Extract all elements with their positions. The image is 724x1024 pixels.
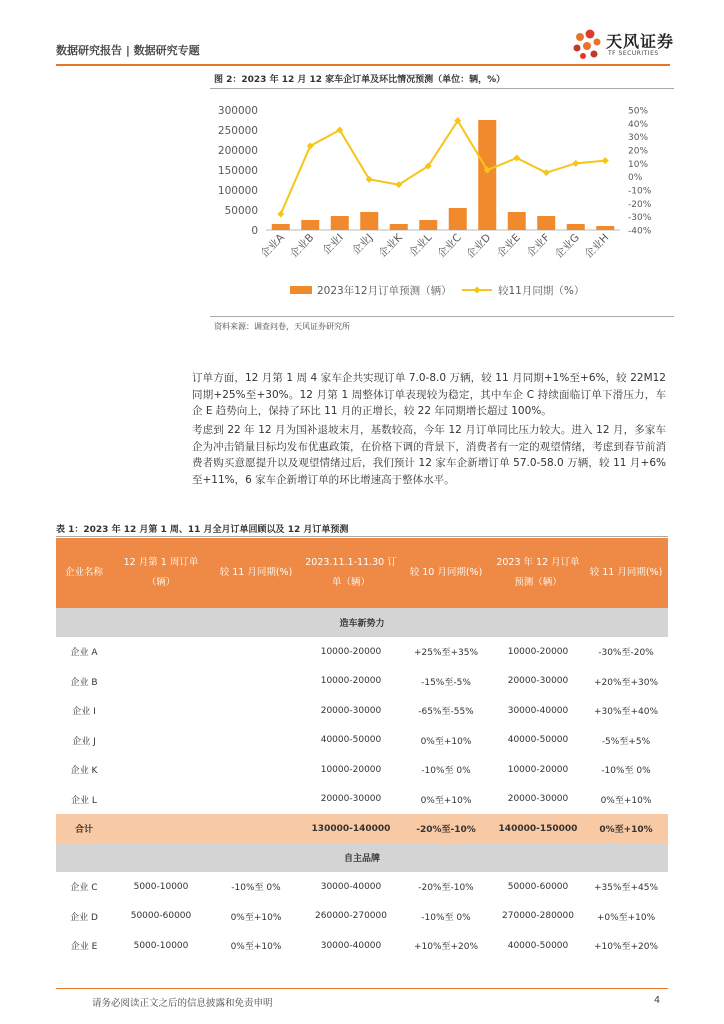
yoy-point-12 (602, 157, 609, 164)
table-cell: 5000-10000 (133, 881, 189, 892)
table-row (56, 667, 668, 697)
table-cell: 企业 D (70, 912, 98, 923)
table-cell (112, 785, 210, 815)
table-total-row (56, 814, 668, 843)
bar-4 (360, 212, 378, 230)
table-row (56, 755, 668, 785)
logo-name: 天风证券 (606, 32, 675, 51)
table-cell (210, 726, 302, 756)
table-cell (112, 667, 210, 697)
x-category-label: 企业G (552, 231, 582, 261)
bar-7 (449, 208, 467, 230)
table-cell: -10%至 0% (601, 766, 651, 777)
table-cell (112, 726, 210, 756)
table-cell: -5%至+5% (601, 736, 651, 747)
bar-10 (537, 216, 555, 230)
table-cell: 260000-270000 (315, 911, 387, 922)
table-header-cell: 2023.11.1-11.30 订单（辆） (302, 538, 400, 608)
y-left-tick-label: 250000 (217, 125, 258, 137)
yoy-point-9 (513, 155, 520, 162)
table-cell: 30000-40000 (320, 881, 382, 892)
figure-caption: 图 2：2023 年 12 月 12 家车企订单及环比情况预测（单位：辆，%） (214, 75, 506, 85)
table-cell: +10%至+20% (413, 942, 479, 953)
table-row (56, 931, 668, 961)
table-cell: 企业 I (72, 707, 96, 718)
table-cell: 0%至+10% (420, 736, 472, 747)
table-section-title: 造车新势力 (56, 608, 668, 637)
table-cell: 30000-40000 (507, 705, 569, 716)
legend-line-marker (474, 287, 481, 294)
y-right-tick-label: -10% (628, 186, 652, 197)
bar-11 (567, 224, 585, 230)
table-cell: 20000-30000 (320, 794, 382, 805)
figure-source: 资料来源：调查问卷，天风证券研究所 (214, 322, 350, 331)
table-header-cell: 12 月第 1 周订单（辆） (112, 538, 210, 608)
table-header-cell: 较 11 月同期(%) (584, 538, 668, 608)
table-total-cell: 140000-150000 (492, 814, 584, 843)
table-caption: 表 1：2023 年 12 月第 1 周、11 月全月订单回顾以及 12 月订单预测 (56, 525, 349, 535)
table-section-row (56, 608, 668, 637)
table-cell: 0%至+10% (600, 795, 652, 806)
table-cell: 0%至+10% (230, 942, 282, 953)
table-total-cell: 0%至+10% (584, 814, 668, 843)
table-cell (112, 696, 210, 726)
footer-divider (56, 988, 668, 989)
table-cell (210, 785, 302, 815)
table-cell: 企业 K (70, 766, 98, 777)
y-left-tick-label: 300000 (217, 105, 258, 117)
table-cell (112, 755, 210, 785)
table-row (56, 872, 668, 902)
table-total-cell (210, 814, 302, 843)
x-category-label: 企业E (494, 231, 523, 260)
y-right-tick-label: -40% (628, 226, 652, 237)
page-number: 4 (654, 995, 661, 1006)
table-row (56, 902, 668, 932)
y-left-tick-label: 100000 (217, 185, 258, 197)
table-cell: 10000-20000 (507, 764, 569, 775)
table-cell: 270000-280000 (502, 911, 574, 922)
table-cell: +10%至+20% (593, 942, 659, 953)
table-total-cell: 130000-140000 (302, 814, 400, 843)
table-cell: 企业 E (70, 942, 98, 953)
table-cell: -15%至-5% (421, 677, 471, 688)
table-cell: 50000-60000 (507, 881, 569, 892)
table-cell: -30%至-20% (598, 648, 654, 659)
table-cell: +0%至+10% (596, 912, 656, 923)
yoy-point-10 (543, 169, 550, 176)
table-cell (210, 755, 302, 785)
yoy-point-11 (572, 160, 579, 167)
y-right-tick-label: 30% (628, 133, 649, 144)
table-cell: -65%至-55% (418, 707, 474, 718)
table-header-cell: 较 10 月同期(%) (400, 538, 492, 608)
y-right-tick-label: 40% (628, 119, 649, 130)
table-cell: 10000-20000 (320, 646, 382, 657)
x-category-label: 企业L (406, 231, 435, 260)
x-category-label: 企业C (435, 231, 464, 261)
x-category-label: 企业I (320, 231, 346, 258)
table-header-cell: 企业名称 (56, 538, 112, 608)
header-divider (56, 64, 670, 66)
table-cell: 企业 B (70, 677, 98, 688)
table-cell: 20000-30000 (507, 794, 569, 805)
bar-2 (301, 220, 319, 230)
y-left-tick-label: 200000 (217, 145, 258, 157)
table-cell: -20%至-10% (418, 883, 474, 894)
table-cell: +30%至+40% (593, 707, 659, 718)
table-cell (210, 696, 302, 726)
legend-bar-label: 2023年12月订单预测（辆） (317, 285, 452, 297)
table-cell: 50000-60000 (130, 911, 192, 922)
y-right-tick-label: 50% (628, 106, 649, 117)
bar-3 (331, 216, 349, 230)
y-right-tick-label: -30% (628, 213, 652, 224)
table-cell: +35%至+45% (593, 883, 659, 894)
table-top-rule (56, 536, 668, 537)
table-cell: 0%至+10% (420, 795, 472, 806)
table-cell: 20000-30000 (507, 676, 569, 687)
table-total-cell: -20%至-10% (400, 814, 492, 843)
table-total-cell (112, 814, 210, 843)
table-cell: 企业 A (70, 648, 98, 659)
table-cell (112, 637, 210, 667)
table-cell (210, 637, 302, 667)
table-header-row (56, 538, 668, 608)
table-section-row (56, 843, 668, 872)
table-cell: 20000-30000 (320, 705, 382, 716)
figure-top-rule (210, 88, 674, 89)
table-header-cell: 2023 年 12 月订单预测（辆） (492, 538, 584, 608)
table-row (56, 785, 668, 815)
logo-subtitle: TF SECURITIES (608, 50, 659, 57)
bar-12 (596, 226, 614, 230)
bar-1 (272, 224, 290, 230)
table-cell: -10%至 0% (421, 766, 471, 777)
x-category-label: 企业H (582, 231, 612, 261)
bar-6 (419, 220, 437, 230)
y-right-tick-label: 20% (628, 146, 649, 157)
bar-9 (508, 212, 526, 230)
x-category-label: 企业B (287, 231, 317, 261)
bar-8 (478, 120, 496, 230)
table-row (56, 696, 668, 726)
table-cell: 40000-50000 (507, 940, 569, 951)
logo-mark-icon (570, 28, 604, 62)
table-cell: -10%至 0% (231, 883, 281, 894)
table-cell: 企业 L (71, 795, 97, 806)
y-left-tick-label: 0 (251, 225, 258, 237)
table-section-title: 自主品牌 (56, 843, 668, 872)
table-cell: 40000-50000 (507, 735, 569, 746)
x-category-label: 企业J (349, 231, 376, 258)
orders-table (56, 538, 668, 961)
legend-bar-swatch (290, 286, 312, 294)
y-right-tick-label: 10% (628, 159, 649, 170)
table-cell: 40000-50000 (320, 735, 382, 746)
table-row (56, 637, 668, 667)
y-left-tick-label: 50000 (224, 205, 258, 217)
yoy-line (281, 121, 606, 214)
paragraph-orders: 订单方面，12 月第 1 周 4 家车企共实现订单 7.0-8.0 万辆，较 11 月同期+1%至+6%，较 22M12 同期+25%至+30%。12 月第 1 周整体订单表现较为稳定，其中车企 C 持续面临订单下滑压力，车企 E 趋势向上，保持了环比 11 月的正增长，较 22 年同期增长超过 100%。 (192, 372, 666, 417)
y-left-tick-label: 150000 (217, 165, 258, 177)
table-cell: 30000-40000 (320, 940, 382, 951)
figure-bottom-rule (210, 316, 674, 317)
table-row (56, 726, 668, 756)
legend-line-label: 较11月同期（%） (498, 285, 585, 297)
table-cell: +25%至+35% (413, 648, 479, 659)
report-header-title: 数据研究报告 | 数据研究专题 (56, 44, 200, 57)
table-header-cell: 较 11 月同期(%) (210, 538, 302, 608)
y-right-tick-label: 0% (628, 173, 643, 184)
yoy-point-1 (277, 211, 284, 218)
table-total-cell: 合计 (56, 814, 112, 843)
x-category-label: 企业A (258, 231, 287, 261)
table-cell: -10%至 0% (421, 912, 471, 923)
table-cell: 10000-20000 (320, 676, 382, 687)
bar-5 (390, 224, 408, 230)
table-cell (210, 667, 302, 697)
table-cell: 10000-20000 (320, 764, 382, 775)
company-logo (570, 28, 680, 62)
table-cell: +20%至+30% (593, 677, 659, 688)
y-right-tick-label: -20% (628, 199, 652, 210)
x-category-label: 企业D (464, 231, 494, 261)
x-category-label: 企业F (524, 231, 553, 260)
footer-disclaimer: 请务必阅读正文之后的信息披露和免责申明 (92, 998, 273, 1009)
x-category-label: 企业K (376, 231, 405, 260)
table-cell: 企业 C (70, 883, 98, 894)
table-cell: 企业 J (72, 736, 96, 747)
paragraph-forecast: 考虑到 22 年 12 月为国补退坡末月，基数较高，今年 12 月订单同比压力较大。进入 12 月，多家车企为冲击销量目标均发布优惠政策，在价格下调的背景下，消费者有一定的观望情绪，考虑到春节前消费者购买意愿提升以及观望情绪过后，我们预计 12 家车企新增订单 57.0-58.0 万辆，较 11 月+6%至+11%，6 家车企新增订单的环比增速高于整体水平。 (192, 424, 666, 486)
table-cell: 10000-20000 (507, 646, 569, 657)
orders-chart (210, 92, 674, 314)
table-cell: 5000-10000 (133, 940, 189, 951)
table-cell: 0%至+10% (230, 912, 282, 923)
